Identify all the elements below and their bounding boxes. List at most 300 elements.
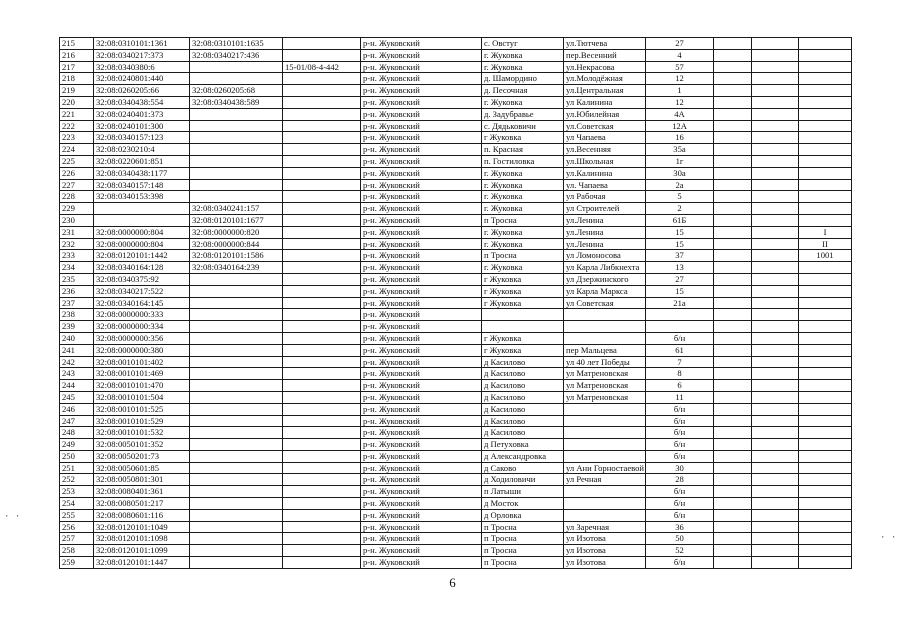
table-row xyxy=(60,462,852,474)
cadastral-number-cell: 32:08:0340438:554 xyxy=(94,96,190,108)
table-row xyxy=(60,380,852,392)
table-row xyxy=(60,191,852,203)
cadastral-number-cell: 32:08:0260205:66 xyxy=(94,85,190,97)
extra-2-cell xyxy=(752,380,799,392)
street-cell: ул.Юбилейная xyxy=(564,108,646,120)
extra-1-cell xyxy=(714,250,752,262)
table-row xyxy=(60,250,852,262)
house-number-cell: 7 xyxy=(646,356,714,368)
table-row xyxy=(60,262,852,274)
record-number-cell xyxy=(283,179,361,191)
house-number-cell: б/н xyxy=(646,509,714,521)
table-row xyxy=(60,226,852,238)
extra-3-cell xyxy=(799,321,852,333)
street-cell xyxy=(564,332,646,344)
extra-1-cell xyxy=(714,545,752,557)
district-cell: р-н. Жуковский xyxy=(361,498,482,510)
extra-2-cell xyxy=(752,167,799,179)
cadastral-number-cell: 32:08:0340380:6 xyxy=(94,61,190,73)
district-cell: р-н. Жуковский xyxy=(361,167,482,179)
cadastral-number-cell: 32:08:0010101:402 xyxy=(94,356,190,368)
extra-1-cell xyxy=(714,462,752,474)
cadastral-number-2-cell xyxy=(190,344,283,356)
district-cell: р-н. Жуковский xyxy=(361,521,482,533)
extra-1-cell xyxy=(714,403,752,415)
extra-2-cell xyxy=(752,273,799,285)
house-number-cell: 12 xyxy=(646,73,714,85)
locality-cell: г Жуковка xyxy=(482,132,564,144)
cadastral-number-2-cell xyxy=(190,61,283,73)
extra-1-cell xyxy=(714,49,752,61)
locality-cell: г. Жуковка xyxy=(482,191,564,203)
table-row xyxy=(60,238,852,250)
extra-1-cell xyxy=(714,203,752,215)
extra-3-cell xyxy=(799,167,852,179)
extra-1-cell xyxy=(714,179,752,191)
extra-2-cell xyxy=(752,262,799,274)
house-number-cell: 4 xyxy=(646,49,714,61)
cadastral-number-cell xyxy=(94,214,190,226)
cadastral-number-cell: 32:08:0000000:333 xyxy=(94,309,190,321)
table-row xyxy=(60,108,852,120)
extra-1-cell xyxy=(714,191,752,203)
district-cell: р-н. Жуковский xyxy=(361,285,482,297)
district-cell: р-н. Жуковский xyxy=(361,262,482,274)
extra-2-cell xyxy=(752,203,799,215)
extra-1-cell xyxy=(714,427,752,439)
cadastral-number-cell: 32:08:0240101:300 xyxy=(94,120,190,132)
cadastral-number-cell: 32:08:0010101:529 xyxy=(94,415,190,427)
table-row xyxy=(60,356,852,368)
cadastral-number-2-cell xyxy=(190,132,283,144)
street-cell: ул.Ленина xyxy=(564,238,646,250)
extra-3-cell: 1001 xyxy=(799,250,852,262)
cadastral-number-cell: 32:08:0010101:525 xyxy=(94,403,190,415)
street-cell xyxy=(564,427,646,439)
district-cell: р-н. Жуковский xyxy=(361,73,482,85)
locality-cell: п Тросна xyxy=(482,214,564,226)
extra-1-cell xyxy=(714,120,752,132)
record-number-cell xyxy=(283,332,361,344)
house-number-cell: 11 xyxy=(646,391,714,403)
row-number-cell: 240 xyxy=(60,332,94,344)
extra-2-cell xyxy=(752,557,799,569)
district-cell: р-н. Жуковский xyxy=(361,439,482,451)
street-cell: ул Изотова xyxy=(564,545,646,557)
cadastral-number-2-cell: 32:08:0310101:1635 xyxy=(190,38,283,50)
street-cell: ул.Ленина xyxy=(564,214,646,226)
cadastral-number-cell: 32:08:0120101:1098 xyxy=(94,533,190,545)
row-number-cell: 245 xyxy=(60,391,94,403)
extra-1-cell xyxy=(714,533,752,545)
row-number-cell: 219 xyxy=(60,85,94,97)
street-cell: пер.Весенний xyxy=(564,49,646,61)
record-number-cell xyxy=(283,155,361,167)
locality-cell: п Тросна xyxy=(482,533,564,545)
table-row xyxy=(60,61,852,73)
locality-cell: с. Дядьковичи xyxy=(482,120,564,132)
extra-3-cell xyxy=(799,439,852,451)
row-number-cell: 224 xyxy=(60,144,94,156)
street-cell: ул.Школьная xyxy=(564,155,646,167)
extra-1-cell xyxy=(714,132,752,144)
locality-cell: д Касилово xyxy=(482,403,564,415)
cadastral-number-2-cell xyxy=(190,427,283,439)
row-number-cell: 223 xyxy=(60,132,94,144)
record-number-cell xyxy=(283,144,361,156)
cadastral-number-cell xyxy=(94,203,190,215)
house-number-cell: 57 xyxy=(646,61,714,73)
cadastral-number-cell: 32:08:0080401:361 xyxy=(94,486,190,498)
table-row xyxy=(60,368,852,380)
cadastral-number-2-cell xyxy=(190,498,283,510)
district-cell: р-н. Жуковский xyxy=(361,321,482,333)
extra-3-cell xyxy=(799,61,852,73)
row-number-cell: 257 xyxy=(60,533,94,545)
record-number-cell xyxy=(283,85,361,97)
district-cell: р-н. Жуковский xyxy=(361,450,482,462)
record-number-cell xyxy=(283,498,361,510)
extra-3-cell xyxy=(799,85,852,97)
street-cell: ул Заречная xyxy=(564,521,646,533)
table-row xyxy=(60,38,852,50)
extra-2-cell xyxy=(752,155,799,167)
record-number-cell xyxy=(283,521,361,533)
cadastral-number-cell: 32:08:0340438:1177 xyxy=(94,167,190,179)
locality-cell: п Тросна xyxy=(482,545,564,557)
extra-3-cell xyxy=(799,203,852,215)
scan-artifact: · · xyxy=(4,512,21,522)
row-number-cell: 247 xyxy=(60,415,94,427)
record-number-cell xyxy=(283,415,361,427)
record-number-cell: 15-01/08-4-442 xyxy=(283,61,361,73)
district-cell: р-н. Жуковский xyxy=(361,61,482,73)
district-cell: р-н. Жуковский xyxy=(361,38,482,50)
record-number-cell xyxy=(283,226,361,238)
extra-3-cell xyxy=(799,285,852,297)
house-number-cell: б/н xyxy=(646,427,714,439)
cadastral-number-2-cell xyxy=(190,297,283,309)
record-number-cell xyxy=(283,545,361,557)
extra-2-cell xyxy=(752,391,799,403)
record-number-cell xyxy=(283,132,361,144)
table-row xyxy=(60,179,852,191)
cadastral-number-cell: 32:08:0000000:356 xyxy=(94,332,190,344)
extra-2-cell xyxy=(752,462,799,474)
record-number-cell xyxy=(283,96,361,108)
extra-2-cell xyxy=(752,120,799,132)
street-cell xyxy=(564,486,646,498)
locality-cell: д Касилово xyxy=(482,427,564,439)
row-number-cell: 254 xyxy=(60,498,94,510)
row-number-cell: 216 xyxy=(60,49,94,61)
row-number-cell: 218 xyxy=(60,73,94,85)
extra-3-cell xyxy=(799,521,852,533)
district-cell: р-н. Жуковский xyxy=(361,273,482,285)
extra-1-cell xyxy=(714,238,752,250)
cadastral-number-2-cell xyxy=(190,73,283,85)
locality-cell: г. Жуковка xyxy=(482,61,564,73)
cadastral-number-2-cell xyxy=(190,380,283,392)
cadastral-number-2-cell xyxy=(190,179,283,191)
record-number-cell xyxy=(283,238,361,250)
extra-2-cell xyxy=(752,498,799,510)
cadastral-number-cell: 32:08:0010101:470 xyxy=(94,380,190,392)
extra-2-cell xyxy=(752,85,799,97)
table-row xyxy=(60,297,852,309)
record-number-cell xyxy=(283,297,361,309)
house-number-cell: 61 xyxy=(646,344,714,356)
cadastral-number-2-cell xyxy=(190,545,283,557)
cadastral-number-cell: 32:08:0340164:128 xyxy=(94,262,190,274)
cadastral-number-cell: 32:08:0080601:116 xyxy=(94,509,190,521)
cadastral-number-cell: 32:08:0010101:532 xyxy=(94,427,190,439)
extra-3-cell xyxy=(799,391,852,403)
extra-2-cell xyxy=(752,285,799,297)
locality-cell: г. Жуковка xyxy=(482,96,564,108)
cadastral-number-cell: 32:08:0120101:1049 xyxy=(94,521,190,533)
row-number-cell: 237 xyxy=(60,297,94,309)
house-number-cell: б/н xyxy=(646,439,714,451)
house-number-cell: б/н xyxy=(646,403,714,415)
locality-cell: г. Жуковка xyxy=(482,179,564,191)
record-number-cell xyxy=(283,391,361,403)
extra-3-cell xyxy=(799,344,852,356)
row-number-cell: 248 xyxy=(60,427,94,439)
table-row xyxy=(60,285,852,297)
cadastral-number-cell: 32:08:0310101:1361 xyxy=(94,38,190,50)
row-number-cell: 242 xyxy=(60,356,94,368)
extra-1-cell xyxy=(714,391,752,403)
extra-1-cell xyxy=(714,262,752,274)
house-number-cell: 15 xyxy=(646,285,714,297)
extra-1-cell xyxy=(714,344,752,356)
row-number-cell: 236 xyxy=(60,285,94,297)
extra-1-cell xyxy=(714,108,752,120)
table-row xyxy=(60,309,852,321)
extra-1-cell xyxy=(714,415,752,427)
extra-2-cell xyxy=(752,521,799,533)
row-number-cell: 235 xyxy=(60,273,94,285)
row-number-cell: 233 xyxy=(60,250,94,262)
district-cell: р-н. Жуковский xyxy=(361,309,482,321)
cadastral-number-2-cell: 32:08:0340164:239 xyxy=(190,262,283,274)
extra-3-cell xyxy=(799,533,852,545)
extra-3-cell xyxy=(799,108,852,120)
street-cell: ул.Калинина xyxy=(564,167,646,179)
cadastral-number-cell: 32:08:0050101:352 xyxy=(94,439,190,451)
district-cell: р-н. Жуковский xyxy=(361,132,482,144)
table-row xyxy=(60,403,852,415)
cadastral-number-2-cell xyxy=(190,321,283,333)
cadastral-number-cell: 32:08:0340217:373 xyxy=(94,49,190,61)
record-number-cell xyxy=(283,509,361,521)
street-cell: ул. Чапаева xyxy=(564,179,646,191)
table-row xyxy=(60,273,852,285)
street-cell: ул Матреновская xyxy=(564,380,646,392)
record-number-cell xyxy=(283,309,361,321)
locality-cell: г Жуковка xyxy=(482,297,564,309)
extra-2-cell xyxy=(752,96,799,108)
locality-cell: с. Овстуг xyxy=(482,38,564,50)
extra-1-cell xyxy=(714,155,752,167)
row-number-cell: 244 xyxy=(60,380,94,392)
house-number-cell: 8 xyxy=(646,368,714,380)
locality-cell: д. Песочная xyxy=(482,85,564,97)
cadastral-number-2-cell xyxy=(190,450,283,462)
house-number-cell: 37 xyxy=(646,250,714,262)
row-number-cell: 228 xyxy=(60,191,94,203)
table-row xyxy=(60,474,852,486)
registry-body xyxy=(60,38,852,569)
district-cell: р-н. Жуковский xyxy=(361,179,482,191)
cadastral-number-cell: 32:08:0340375:92 xyxy=(94,273,190,285)
cadastral-number-2-cell xyxy=(190,332,283,344)
district-cell: р-н. Жуковский xyxy=(361,250,482,262)
extra-3-cell xyxy=(799,356,852,368)
house-number-cell: 5 xyxy=(646,191,714,203)
cadastral-number-2-cell xyxy=(190,120,283,132)
house-number-cell: 2а xyxy=(646,179,714,191)
extra-1-cell xyxy=(714,557,752,569)
row-number-cell: 217 xyxy=(60,61,94,73)
district-cell: р-н. Жуковский xyxy=(361,509,482,521)
record-number-cell xyxy=(283,214,361,226)
district-cell: р-н. Жуковский xyxy=(361,545,482,557)
row-number-cell: 225 xyxy=(60,155,94,167)
extra-2-cell xyxy=(752,226,799,238)
locality-cell: г Жуковка xyxy=(482,344,564,356)
record-number-cell xyxy=(283,262,361,274)
record-number-cell xyxy=(283,344,361,356)
house-number-cell: б/н xyxy=(646,415,714,427)
row-number-cell: 255 xyxy=(60,509,94,521)
record-number-cell xyxy=(283,250,361,262)
street-cell xyxy=(564,403,646,415)
locality-cell: г. Жуковка xyxy=(482,203,564,215)
district-cell: р-н. Жуковский xyxy=(361,391,482,403)
record-number-cell xyxy=(283,557,361,569)
row-number-cell: 252 xyxy=(60,474,94,486)
row-number-cell: 234 xyxy=(60,262,94,274)
cadastral-number-2-cell xyxy=(190,285,283,297)
extra-3-cell xyxy=(799,262,852,274)
extra-1-cell xyxy=(714,214,752,226)
locality-cell: д Саково xyxy=(482,462,564,474)
street-cell xyxy=(564,321,646,333)
house-number-cell: 21а xyxy=(646,297,714,309)
house-number-cell: б/н xyxy=(646,450,714,462)
house-number-cell xyxy=(646,309,714,321)
district-cell: р-н. Жуковский xyxy=(361,191,482,203)
house-number-cell: 16 xyxy=(646,132,714,144)
locality-cell: д Петуховка xyxy=(482,439,564,451)
locality-cell: г. Жуковка xyxy=(482,226,564,238)
page-number: 6 xyxy=(449,575,456,590)
street-cell: ул Ломоносова xyxy=(564,250,646,262)
house-number-cell: 50 xyxy=(646,533,714,545)
extra-3-cell xyxy=(799,380,852,392)
locality-cell: д Мосток xyxy=(482,498,564,510)
row-number-cell: 232 xyxy=(60,238,94,250)
extra-3-cell xyxy=(799,462,852,474)
extra-2-cell xyxy=(752,49,799,61)
cadastral-number-cell: 32:08:0000000:380 xyxy=(94,344,190,356)
cadastral-number-2-cell: 32:08:0340438:589 xyxy=(190,96,283,108)
street-cell: ул.Молодёжная xyxy=(564,73,646,85)
district-cell: р-н. Жуковский xyxy=(361,332,482,344)
extra-1-cell xyxy=(714,96,752,108)
record-number-cell xyxy=(283,380,361,392)
locality-cell xyxy=(482,321,564,333)
locality-cell: г Жуковка xyxy=(482,332,564,344)
extra-2-cell xyxy=(752,403,799,415)
extra-2-cell xyxy=(752,309,799,321)
extra-3-cell xyxy=(799,38,852,50)
cadastral-number-2-cell: 32:08:0120101:1586 xyxy=(190,250,283,262)
locality-cell: д. Шамордино xyxy=(482,73,564,85)
record-number-cell xyxy=(283,321,361,333)
cadastral-number-2-cell xyxy=(190,439,283,451)
record-number-cell xyxy=(283,167,361,179)
district-cell: р-н. Жуковский xyxy=(361,49,482,61)
record-number-cell xyxy=(283,427,361,439)
cadastral-number-cell: 32:08:0010101:469 xyxy=(94,368,190,380)
extra-3-cell xyxy=(799,403,852,415)
street-cell: ул 40 лет Победы xyxy=(564,356,646,368)
locality-cell: г Жуковка xyxy=(482,273,564,285)
house-number-cell: 28 xyxy=(646,474,714,486)
street-cell xyxy=(564,309,646,321)
extra-3-cell xyxy=(799,132,852,144)
street-cell: ул Речная xyxy=(564,474,646,486)
scan-artifact: · · xyxy=(880,533,897,543)
cadastral-number-cell: 32:08:0230210:4 xyxy=(94,144,190,156)
district-cell: р-н. Жуковский xyxy=(361,486,482,498)
cadastral-number-cell: 32:08:0240401:373 xyxy=(94,108,190,120)
table-row xyxy=(60,73,852,85)
extra-2-cell xyxy=(752,321,799,333)
cadastral-number-cell: 32:08:0340157:148 xyxy=(94,179,190,191)
row-number-cell: 256 xyxy=(60,521,94,533)
district-cell: р-н. Жуковский xyxy=(361,226,482,238)
cadastral-number-cell: 32:08:0340164:145 xyxy=(94,297,190,309)
house-number-cell: 13 xyxy=(646,262,714,274)
cadastral-number-cell: 32:08:0050801:301 xyxy=(94,474,190,486)
district-cell: р-н. Жуковский xyxy=(361,203,482,215)
district-cell: р-н. Жуковский xyxy=(361,356,482,368)
locality-cell xyxy=(482,309,564,321)
extra-3-cell xyxy=(799,155,852,167)
cadastral-number-2-cell xyxy=(190,403,283,415)
extra-1-cell xyxy=(714,85,752,97)
extra-3-cell xyxy=(799,498,852,510)
extra-2-cell xyxy=(752,344,799,356)
house-number-cell: 12 xyxy=(646,96,714,108)
row-number-cell: 238 xyxy=(60,309,94,321)
extra-3-cell xyxy=(799,415,852,427)
record-number-cell xyxy=(283,533,361,545)
cadastral-number-cell: 32:08:0240801:440 xyxy=(94,73,190,85)
extra-1-cell xyxy=(714,144,752,156)
table-row xyxy=(60,557,852,569)
table-row xyxy=(60,85,852,97)
house-number-cell: 27 xyxy=(646,273,714,285)
extra-1-cell xyxy=(714,38,752,50)
locality-cell: д Александровка xyxy=(482,450,564,462)
street-cell: ул.Центральная xyxy=(564,85,646,97)
cadastral-number-2-cell xyxy=(190,533,283,545)
